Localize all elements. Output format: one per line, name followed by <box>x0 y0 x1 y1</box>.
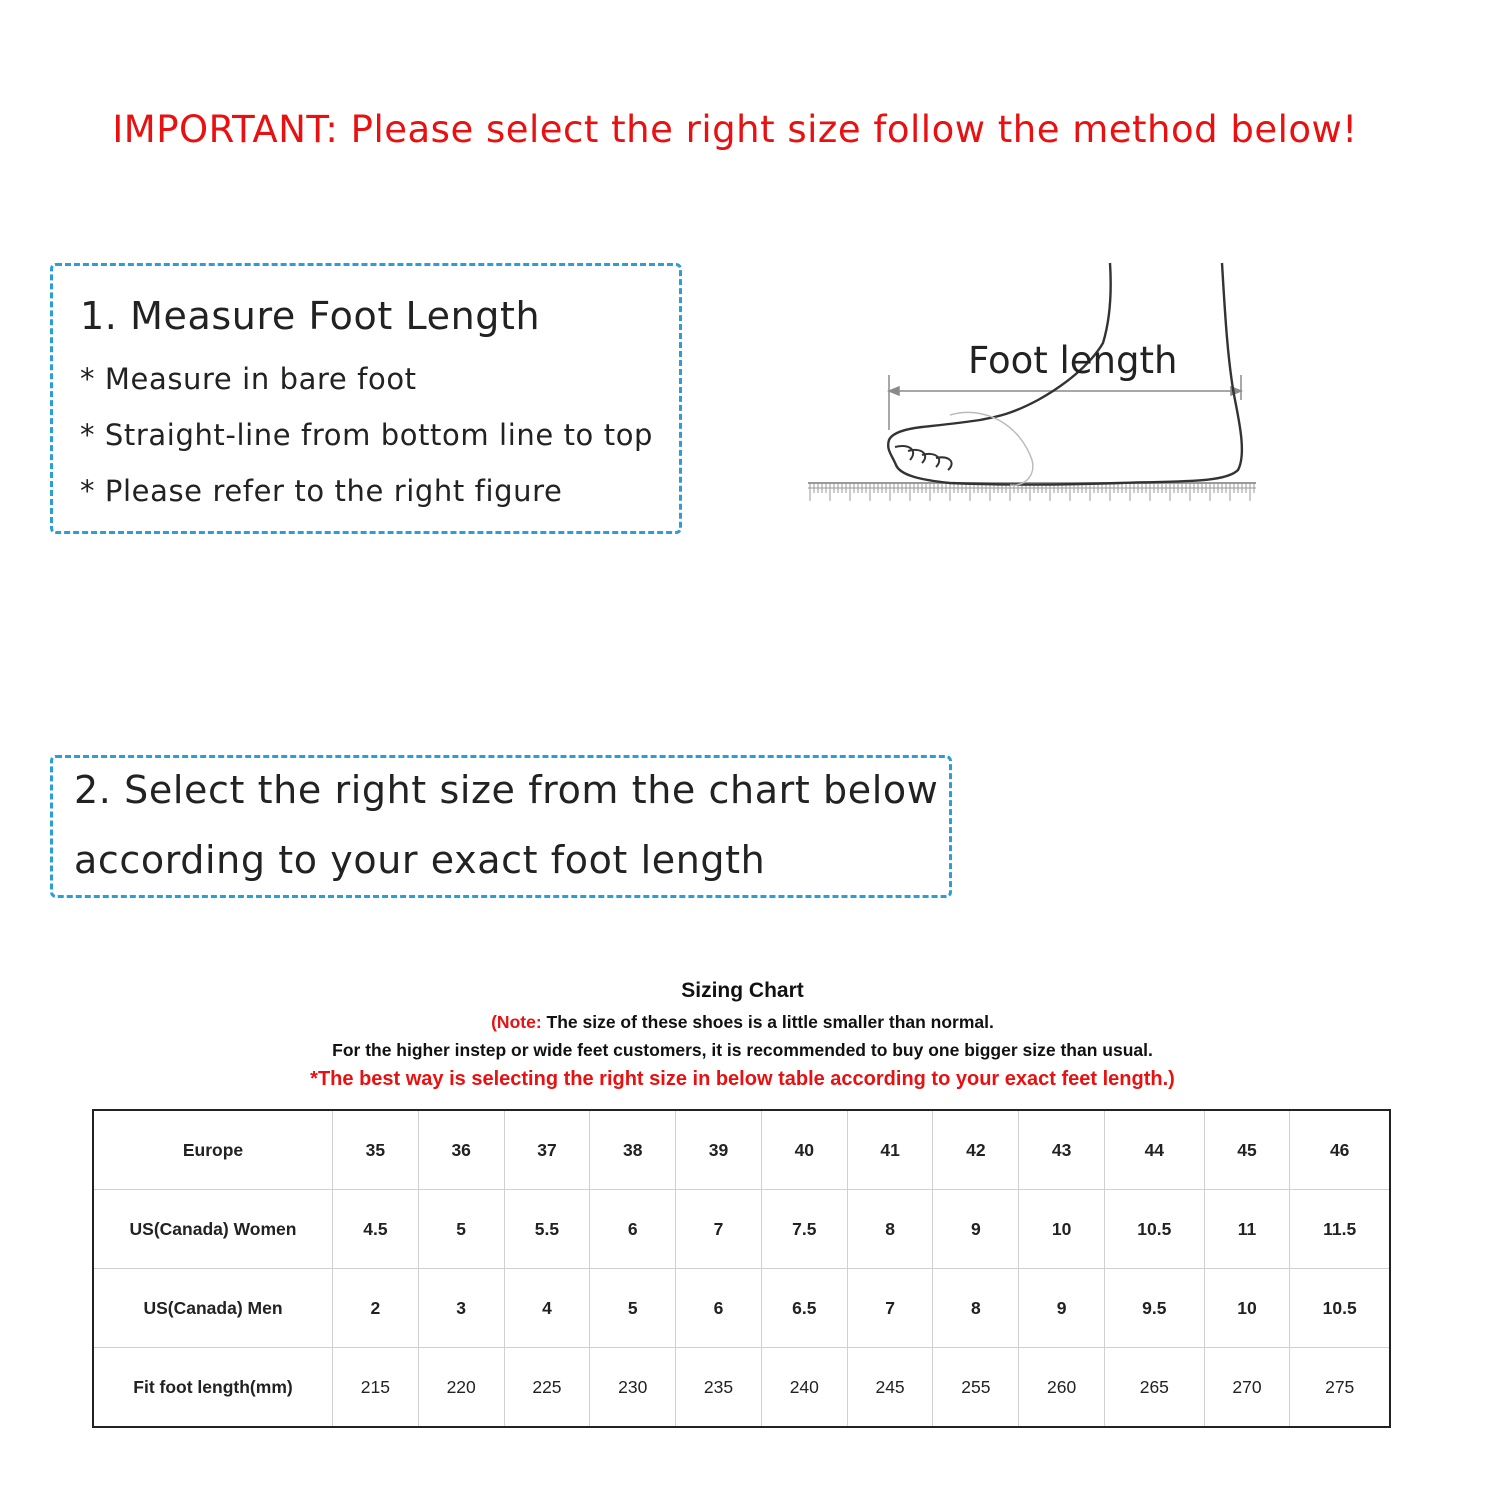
table-cell: 43 <box>1019 1111 1105 1190</box>
sizing-chart-title: Sizing Chart <box>681 979 804 1002</box>
table-cell: 8 <box>933 1269 1019 1348</box>
note-prefix: (Note: <box>491 1012 542 1032</box>
table-cell: 7 <box>676 1190 762 1269</box>
table-cell: 215 <box>333 1348 419 1427</box>
row-header: Europe <box>94 1111 333 1190</box>
table-cell: 6.5 <box>761 1269 847 1348</box>
table-cell: 39 <box>676 1111 762 1190</box>
table-cell: 5 <box>590 1269 676 1348</box>
table-cell: 11.5 <box>1290 1190 1390 1269</box>
table-cell: 8 <box>847 1190 933 1269</box>
table-cell: 7 <box>847 1269 933 1348</box>
table-cell: 9 <box>933 1190 1019 1269</box>
foot-length-label: Foot length <box>968 339 1178 382</box>
table-cell: 9 <box>1019 1269 1105 1348</box>
table-cell: 10.5 <box>1105 1190 1205 1269</box>
table-cell: 46 <box>1290 1111 1390 1190</box>
table-cell: 4.5 <box>333 1190 419 1269</box>
table-cell: 6 <box>676 1269 762 1348</box>
table-cell: 265 <box>1105 1348 1205 1427</box>
table-cell: 6 <box>590 1190 676 1269</box>
table-cell: 260 <box>1019 1348 1105 1427</box>
important-headline: IMPORTANT: Please select the right size follow the method below! <box>112 108 1358 151</box>
step2-line: according to your exact foot length <box>74 838 766 882</box>
step1-bullet: * Measure in bare foot <box>80 362 417 396</box>
table-cell: 42 <box>933 1111 1019 1190</box>
table-cell: 230 <box>590 1348 676 1427</box>
table-row <box>94 1269 1390 1348</box>
table-cell: 235 <box>676 1348 762 1427</box>
table-cell: 45 <box>1204 1111 1290 1190</box>
table-cell: 9.5 <box>1105 1269 1205 1348</box>
advice-line: For the higher instep or wide feet customers, it is recommended to buy one bigger size than usual. <box>332 1040 1153 1060</box>
table-cell: 35 <box>333 1111 419 1190</box>
table-cell: 220 <box>418 1348 504 1427</box>
table-cell: 38 <box>590 1111 676 1190</box>
table-cell: 41 <box>847 1111 933 1190</box>
step2-line: 2. Select the right size from the chart below <box>74 768 939 812</box>
table-cell: 37 <box>504 1111 590 1190</box>
table-row <box>94 1190 1390 1269</box>
table-row <box>94 1111 1390 1190</box>
sizing-table <box>93 1110 1390 1427</box>
best-way-line: *The best way is selecting the right size in below table according to your exact feet length.) <box>310 1068 1175 1090</box>
select-size-box <box>50 755 952 898</box>
table-cell: 4 <box>504 1269 590 1348</box>
table-cell: 225 <box>504 1348 590 1427</box>
step1-title: 1. Measure Foot Length <box>80 294 541 338</box>
table-cell: 5 <box>418 1190 504 1269</box>
toe-lines <box>895 446 952 470</box>
table-cell: 270 <box>1204 1348 1290 1427</box>
table-cell: 5.5 <box>504 1190 590 1269</box>
row-header: US(Canada) Men <box>94 1269 333 1348</box>
table-cell: 275 <box>1290 1348 1390 1427</box>
table-cell: 11 <box>1204 1190 1290 1269</box>
note-line <box>0 1012 1485 1033</box>
table-cell: 10 <box>1019 1190 1105 1269</box>
table-cell: 245 <box>847 1348 933 1427</box>
table-cell: 2 <box>333 1269 419 1348</box>
table-cell: 36 <box>418 1111 504 1190</box>
table-cell: 240 <box>761 1348 847 1427</box>
measure-instructions-box <box>50 263 682 534</box>
table-cell: 3 <box>418 1269 504 1348</box>
table-cell: 44 <box>1105 1111 1205 1190</box>
row-header: Fit foot length(mm) <box>94 1348 333 1427</box>
table-cell: 10 <box>1204 1269 1290 1348</box>
row-header: US(Canada) Women <box>94 1190 333 1269</box>
step1-bullet: * Straight-line from bottom line to top <box>80 418 654 452</box>
table-cell: 7.5 <box>761 1190 847 1269</box>
foot-length-figure <box>800 255 1270 515</box>
step1-bullet: * Please refer to the right figure <box>80 474 563 508</box>
table-cell: 40 <box>761 1111 847 1190</box>
table-cell: 255 <box>933 1348 1019 1427</box>
table-cell: 10.5 <box>1290 1269 1390 1348</box>
note-text: The size of these shoes is a little smaller than normal. <box>541 1012 994 1032</box>
table-row <box>94 1348 1390 1427</box>
